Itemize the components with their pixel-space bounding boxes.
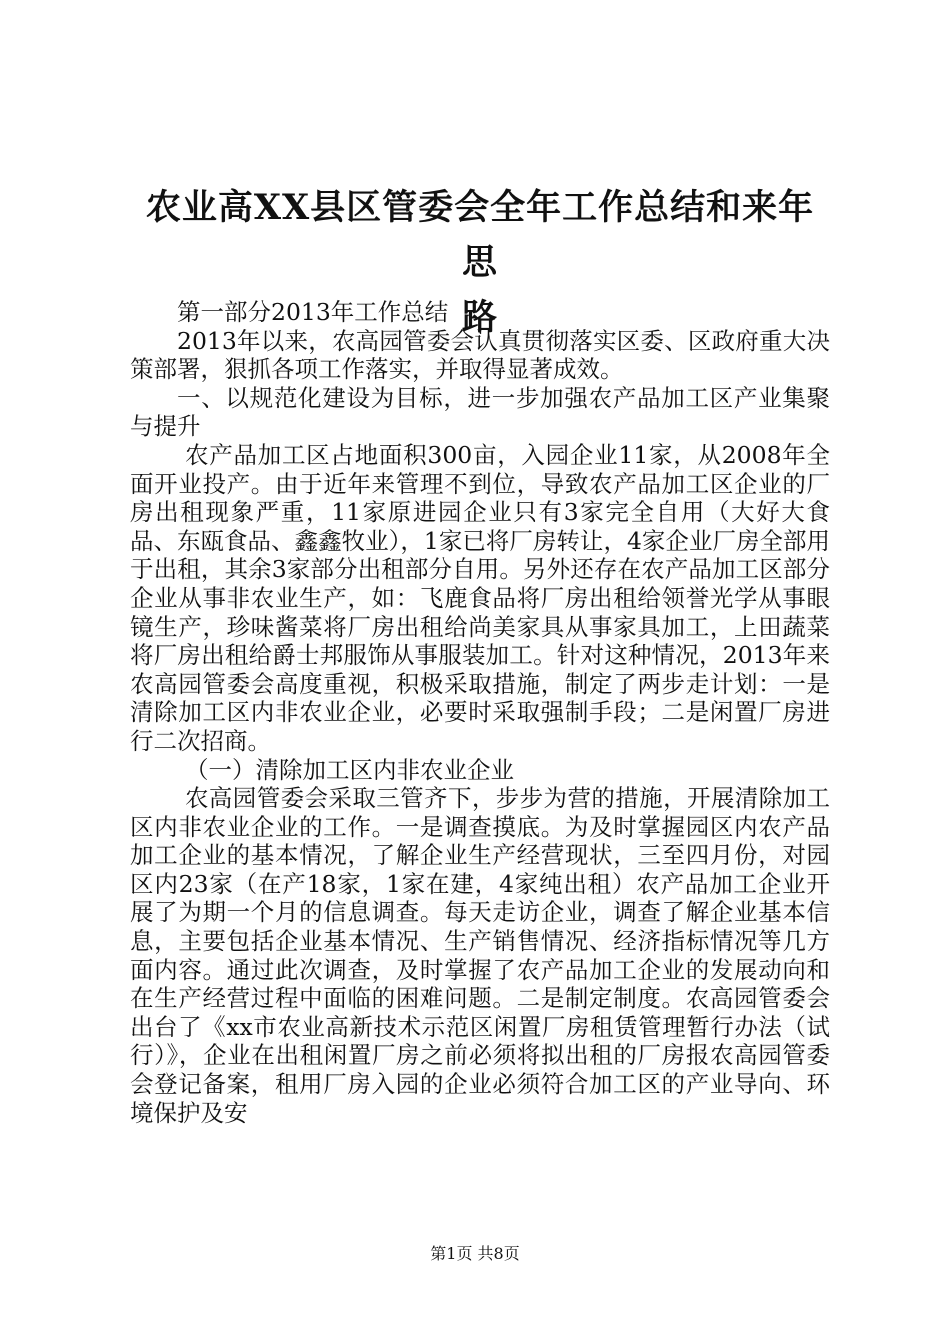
body-paragraph-processing-zone: 农产品加工区占地面积300亩，入园企业11家，从2008年全面开业投产。由于近年来管理不到位，导致农产品加工区企业的厂房出租现象严重，11家原进园企业只有3家完全自用（大好大食品、东瓯食品、鑫鑫牧业），1家已将厂房转让，4家企业厂房全部用于出租，其余3家部分出租部分自用。另外还存在农产品加工区部分企业从事非农业生产，如：飞鹿食品将厂房出租给领誉光学从事眼镜生产，珍味酱菜将厂房出租给尚美家具从事家具加工，上田蔬菜将厂房出租给爵士邦服饰从事服装加工。针对这种情况，2013年来农高园管委会高度重视，积极采取措施，制定了两步走计划：一是清除加工区内非农业企业，必要时采取强制手段；二是闲置厂房进行二次招商。: [130, 440, 830, 755]
body-paragraph-clearing: 农高园管委会采取三管齐下，步步为营的措施，开展清除加工区内非农业企业的工作。一是调查摸底。为及时掌握园区内农产品加工企业的基本情况，了解企业生产经营现状，三至四月份，对园区内23家（在产18家，1家在建，4家纯出租）农产品加工企业开展了为期一个月的信息调查。每天走访企业，调查了解企业基本信息，主要包括企业基本情况、生产销售情况、经济指标情况等几方面内容。通过此次调查，及时掌握了农产品加工企业的发展动向和在生产经营过程中面临的困难问题。二是制定制度。农高园管委会出台了《xx市农业高新技术示范区闲置厂房租赁管理暂行办法（试行）》，企业在出租闲置厂房之前必须将拟出租的厂房报农高园管委会登记备案，租用厂房入园的企业必须符合加工区的产业导向、环境保护及安: [130, 784, 830, 1127]
section-heading-one: 一、以规范化建设为目标，进一步加强农产品加工区产业集聚与提升: [130, 383, 830, 441]
subsection-heading-one: （一）清除加工区内非农业企业: [185, 755, 514, 784]
section-heading-part-one: 第一部分2013年工作总结: [177, 298, 449, 326]
body-paragraph-intro: 2013年以来，农高园管委会认真贯彻落实区委、区政府重大决策部署，狠抓各项工作落实，并取得显著成效。: [130, 326, 830, 384]
document-title-line-2: 路: [461, 297, 498, 338]
page-footer: [0, 1244, 950, 1264]
document-title-line-1: 农业高XX县区管委会全年工作总结和来年思: [145, 187, 815, 283]
document-body: [130, 298, 830, 1127]
page-indicator: 第1页 共8页: [430, 1244, 520, 1263]
